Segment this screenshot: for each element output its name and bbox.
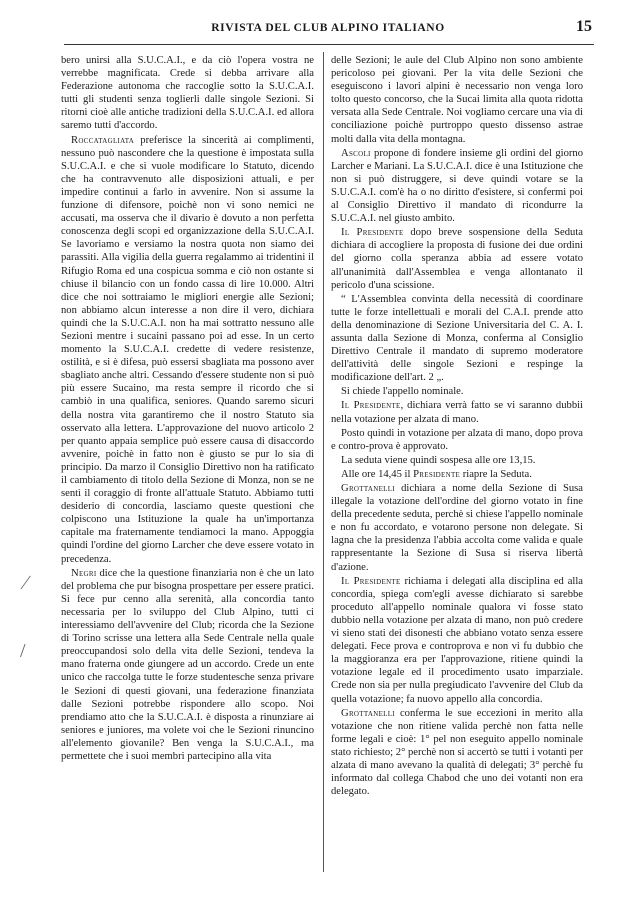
paragraph: [331, 454, 583, 467]
page-number: 15: [576, 18, 592, 35]
paragraph: [61, 134, 314, 566]
speaker-name: Grottanelli: [341, 707, 395, 719]
speaker-name: Ascoli: [341, 147, 371, 159]
speaker-name: Il Presidente: [341, 227, 404, 239]
paragraph-text: La seduta viene quindi sospesa alle ore 13,15.: [341, 454, 536, 466]
speaker-name: Il Presidente: [341, 400, 401, 412]
margin-pencil-mark: /: [20, 640, 26, 662]
paragraph: [331, 293, 583, 385]
paragraph: [61, 54, 314, 133]
paragraph-text: dichiara a nome della Sezione di Susa illegale la votazione dell'ordine del giorno votato in fine della precedente seduta, perchè si chiese l'appello nominale e non fu accordato, e votarono persone non delegate. Si lagna che la presidenza l'abbia accolta come valida e quale rappresentante la Sezione di Susa si riserva libertà d'azione.: [331, 483, 583, 573]
speaker-name: Roccatagliata: [71, 134, 135, 146]
paragraph: [331, 468, 583, 481]
paragraph-text: riapre la Seduta.: [460, 468, 532, 480]
paragraph: [331, 226, 583, 291]
paragraph-text: conferma le sue eccezioni in merito alla votazione che non ritiene valida perchè non fatta nelle forme legali e cioè: 1° pel non eseguito appello nominale stato richiesto; 2° perchè non si accertò se tutti i votanti per alzata di mano avevano la qualità di delegati; 3° perchè fu informato dal collega Chabod che uno dei votanti non era delegato.: [331, 707, 583, 798]
speaker-name: Negri: [71, 567, 97, 579]
paragraph-text: preferisce la sincerità ai complimenti, nessuno può nascondere che la questione è impostata sulla S.U.C.A.I. e che si vuole modificare lo Statuto, dicendo che ha contravvenuto alle disposizioni attuali, e per impedire continui a farlo in avvenire. Non si assume la funzione di difensore, poichè non vi sono nemici ne accusati, ma osserva che il divario è dovuto a non perfetta conoscenza degli scopi ed organizzazione della S.U.C.A.I. Se lavoriamo e versiamo la nostra quota non siamo dei parassiti. Alla vigilia della guerra regalammo ai tridentini il Rifugio Roma ed una cospicua somma e ciò non ostante si chiuse il bilancio con un fondo cassa di lire 10.000. Altri dice che noi sottraiamo le migliori energie alle Sezioni; non abbiamo alcun interesse a non dire il vero, dichiara quindi che la S.U.C.A.I. non ha mai sottratto nessuno alle Sezioni mentre i sucaini passano poi ad esse. In un certo momento la S.U.C.A.I. credette di vedere resistenze, ostilità, e si è difesa, può essersi sbagliata ma possono aver sbagliato anche altri. Cessando d'essere studente non si può più essere Sucaino, ma resta sempre il ricordo che si cambiò in una qualifica, seniores. Quando saremo sicuri della nostra vita garantiremo che il nostro Statuto sia osservato alla lettera. L'approvazione del nuovo articolo 2 per quanto appaia semplice può essere causa di disaccordo avvenire, poichè in fatto non è giusto se pur lo sia di principio. Da marzo il Consiglio Direttivo non ha ratificato il cambiamento di titolo della Sezione di Monza, non se ne sentì il coraggio di fronte all'attuale Statuto. Abbiamo tutti desiderio di concordia, lasciamo queste questioni che colpiscono una Istituzione la quale ha un'importanza capitale ma fraternamente tendiamoci la mano. Appoggia quindi l'ordine del giorno Larcher che deve essere votato in precedenza.: [61, 134, 314, 565]
paragraph-text: dice che la questione finanziaria non è che un lato del problema che pur bisogna prospettare per essere pratici. Si fece pur cenno alla serenità, alla concordia tanto necessaria per lo sviluppo del Club Alpino, tutti ci interessiamo dell'avvenire del Club; ricorda che la Sezione di Torino scrisse una lettera alla Sede Centrale nella quale preoccupandosi solo della vita delle Sezioni, tendeva la mano fraterna onde giungere ad un accordo. Crede un ente unico che raccolga tutte le forze studentesche senza privare le Sezioni di questi giovani, una federazione finanziata dalle Sezioni potrebbe rispondere allo scopo. Noi prendiamo atto che la S.U.C.A.I. è disposta a rinunziare ai seniores e juniores, ma volete voi che le Sezioni rinuncino all'elemento giovanile? Ben venga la S.U.C.A.I., ma permettete che i suoi membri partecipino alla vita: [61, 567, 314, 762]
column-divider: [323, 52, 324, 872]
paragraph: [331, 147, 583, 226]
paragraph-text: bero unirsi alla S.U.C.A.I., e da ciò l'opera vostra ne verrebbe magnificata. Crede si debba arrivare alla Federazione autonoma che raccoglie sotto la S.U.C.A.I. tutti gli studenti senza toglierli dalle singole Sezioni. Si ritorni cioè alle antiche tradizioni della S.U.C.A.I. ed allora saremo tutti d'accordo.: [61, 55, 314, 132]
speaker-name: Il Presidente: [341, 575, 401, 587]
paragraph: [61, 567, 314, 763]
paragraph-text: “ L'Assemblea convinta della necessità di coordinare tutte le forze intellettuali e morali del C.A.I. prende atto della denominazione di Sezione Universitaria del C. A. I. assunta dalla Sezione di Monza, conferma al Consiglio Direttivo Centrale il mandato di supremo moderatore dell'attività delle singole Sezioni e respinge la modificazione dell'art. 2 „.: [331, 293, 583, 384]
paragraph-text: , dichiara verrà fatto se vi saranno dubbii nella votazione per alzata di mano.: [331, 400, 583, 425]
right-column: [331, 54, 583, 799]
margin-pencil-mark: ∕: [24, 572, 28, 594]
running-header: [64, 18, 592, 42]
paragraph: [331, 707, 583, 799]
paragraph-text: dopo breve sospensione della Seduta dichiara di accogliere la proposta di fusione dei due ordini del giorno colla speranza abbia ad essere votato all'unanimità dall'Assemblea e venga allontanato il pericolo d'una scissione.: [331, 227, 583, 291]
paragraph-text: propone di fondere insieme gli ordini del giorno Larcher e Mariani. La S.U.C.A.I. dice è una Istituzione che non si può distruggere, si deve quindi votare se la S.U.C.A.I. com'è ha o no diritto d'esistere, si confermi poi al Consiglio Direttivo il mandato di ricondurre la S.U.C.A.I. nel giusto ambito.: [331, 147, 583, 225]
paragraph: [331, 385, 583, 398]
paragraph: [331, 427, 583, 453]
paragraph: [331, 482, 583, 574]
speaker-name: Grottanelli: [341, 483, 395, 494]
paragraph-text: Alle ore 14,45 il: [341, 468, 414, 480]
header-rule: [64, 44, 594, 45]
paragraph: [331, 399, 583, 425]
paragraph-text: Posto quindi in votazione per alzata di mano, dopo prova e contro-prova è approvato.: [331, 427, 583, 452]
paragraph: [331, 54, 583, 146]
left-column: [61, 54, 314, 764]
journal-title: RIVISTA DEL CLUB ALPINO ITALIANO: [211, 22, 445, 34]
paragraph-text: delle Sezioni; le aule del Club Alpino non sono ambiente pericoloso pei giovani. Per la vita delle Sezioni che eseguiscono i lavori alpini è necessario non venga loro tolto questo concorso, che la Sucai limita alla quota ridotta versata alla Sede Centrale. Noi vogliamo cercare una via di conciliazione poichè purtroppo questo dissenso astrae molti dalla vita della montagna.: [331, 55, 583, 145]
speaker-name: Presidente: [413, 468, 461, 480]
paragraph-text: Si chiede l'appello nominale.: [341, 386, 464, 398]
paragraph-text: richiama i delegati alla disciplina ed alla concordia, spiega com'egli avesse dichiarato si sarebbe proceduto all'appello nominale qualora vi fosse stato dubbio nella votazione per alzata di mano, non può credere vi sieno stati dei disonesti che abbiano votato senza essere delegati. Fece prova e controprova e non vi fu dubbio che la maggioranza era per l'approvazione, ritiene quindi la votazione legale ed il procedimento usato imparziale. Crede non sia per nulla pregiudicato l'avvenire del Club da quella votazione; fa nuovo appello alla concordia.: [331, 575, 583, 705]
paragraph: [331, 575, 583, 706]
